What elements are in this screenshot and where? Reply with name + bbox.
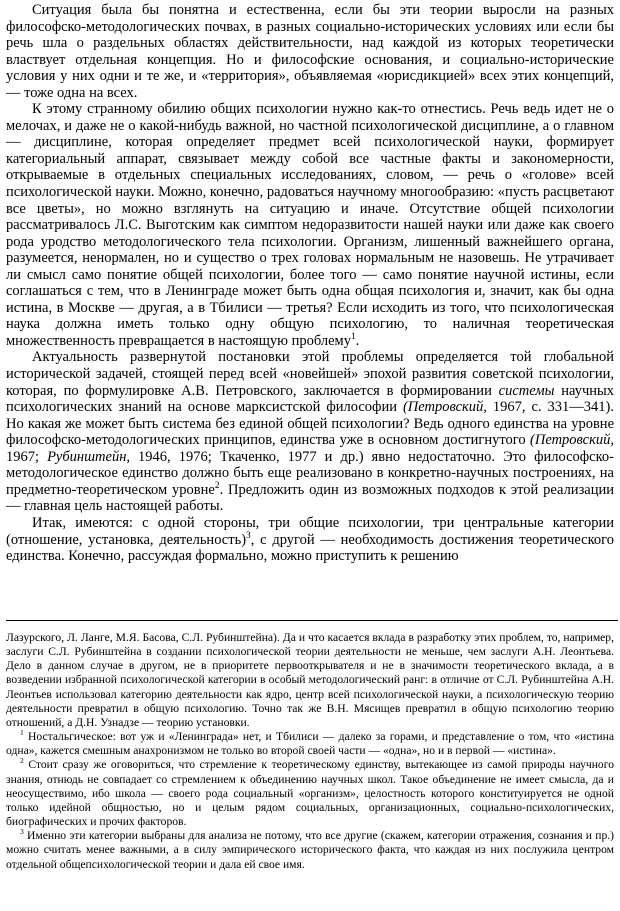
footnote-ref-2: 2 xyxy=(214,481,220,492)
paragraph-4: Итак, имеются: с одной стороны, три общие психологии, три центральные категории (отношение, установка, деятельность)$^3$, с другой — необходимость достижения теоретического единства. Конечно, рассуждая формально, можно приступить к решению xyxy=(6,514,615,565)
footnote-2: $^2$ Стоит сразу же оговориться, что стремление к теоретическому единству, вытекающее из самой природы научного знания, отнюдь не совпадает со стремлением к объединению научных школ. Такое объединение не имеет смысла, да и неосуществимо, ибо школа — своего рода социальный «организм», целостность которого конституируется не одной только идейной общностью, но и целым рядом социальных, организационных, социально-психологических, биографических и прочих факторов. xyxy=(6,756,614,829)
footnote-1: $^1$ Ностальгическое: вот уж и «Ленинграда» нет, и Тбилиси — далеко за горами, и представление о том, что «истина одна», кажется смешным анахронизмом не только во второй своей части — «одна», но и в первой — «истина». xyxy=(6,728,614,758)
emphasis-systems: системы xyxy=(498,382,555,399)
main-text xyxy=(6,2,614,565)
paragraph-1: Ситуация была бы понятна и естественна, если бы эти теории выросли на разных философско-методологических почвах, в разных социально-исторических условиях или если бы речь шла о раздельных областях действительности, над каждой из которых теоретически властвует отдельная концепция. Но и философские основания, и социально-исторические условия у них одни и те же, и «территория», объявляемая «юрисдикцией» всех этих концепций, — тоже одна на всех. xyxy=(6,2,614,101)
citation-petrovsky: (Петровский, xyxy=(530,432,614,449)
paragraph-3: Актуальность развернутой постановки этой проблемы определяется той глобальной исторической задачей, стоящей перед всей «новейшей» эпохой развития советской психологии, которая, по формулировке А.В. Петровского, заключается в формировании системы научных психологических знаний на основе марксистской философии (Петровский, 1967, с. 331—341). Но какая же может быть система без единой общей психологии? Ведь одного единства на уровне философско-методологических принципов, единства уже в основном достигнутого (Петровский, 1967; Рубинштейн, 1946, 1976; Ткаченко, 1977 и др.) явно недостаточно. Это философско-методологическое единство должно быть еще реализовано в конкретно-научных построениях, на предметно-теоретическом уровне$^2$. Предложить один из возможных подходов к этой реализации — главная цель настоящей работы. xyxy=(6,349,615,515)
footnote-ref-1: 1 xyxy=(350,332,356,343)
footnote-mark-2: 2 xyxy=(20,756,24,766)
footnotes xyxy=(6,631,614,872)
footnote-mark-3: 3 xyxy=(20,827,24,837)
footnote-mark-1: 1 xyxy=(20,728,24,738)
footnote-3: $^3$ Именно эти категории выбраны для анализа не потому, что все другие (скажем, категории отражения, сознания и пр.) можно считать менее важными, а в силу эмпирического исторического факта, что каждая из них послужила центром отдельной общепсихологической теории и дала ей свое имя. xyxy=(6,827,614,871)
footnote-continuation: Лазурского, Л. Ланге, М.Я. Басова, С.Л. Рубинштейна). Да и что касается вклада в разработку этих проблем, то, например, заслуги С.Л. Рубинштейна в создании психологической теории деятельности не меньше, чем заслуги А.Н. Леонтьева. Дело в данном случае в другом, не в приоритете первооткрывателя и не в значимости теоретического вклада, а в возведении избранной психологической категории в особый методологический ранг: в отличие от С.Л. Рубинштейна А.Н. Леонтьев использовал категорию деятельности как ядро, центр всей психологической науки, а психологическую теорию деятельности превратил в общую психологию. Точно так же В.Н. Мясищев превратил в общую психологию теорию отношений, а Д.Н. Узнадзе — теорию установки. xyxy=(6,631,614,729)
paragraph-2: К этому странному обилию общих психологии нужно как-то отнестись. Речь ведь идет не о мелочах, и даже не о какой-нибудь важной, но частной психологической дисциплине, а о главном — дисциплине, которая определяет предмет всей психологической науки, формирует категориальный аппарат, связывает между собой все частные факты и закономерности, открываемые в отдельных специальных исследованиях, словом, — речь о «голове» всей психологической науки. Можно, конечно, радоваться научному многообразию: «пусть расцветают все цветы», но можно взглянуть на ситуацию и иначе. Отсутствие общей психологии рассматривалось Л.С. Выготским как симптом недоразвитости нашей науки или даже как своего рода уродство методологического тела психологии. Организм, лишенный важнейшего органа, разумеется, ненормален, но и существо о трех головах нормальным не назовешь. Не утрачивает ли смысл само понятие общей психологии, более того — само понятие научной истины, если соглашаться с тем, что в Ленинграде может быть одна общая психология и, значит, как бы одна истина, в Москве — другая, а в Тбилиси — третья? Если исходить из того, что психологическая наука должна иметь только одну общую психологию, то наличная теоретическая множественность превращается в настоящую проблему$^1$. xyxy=(6,101,614,349)
citation-petrovsky: (Петровский, xyxy=(402,399,487,416)
citation-rubinstein: Рубинштейн, xyxy=(47,448,131,465)
footnote-ref-3: 3 xyxy=(246,530,251,541)
footnote-separator xyxy=(6,620,618,621)
